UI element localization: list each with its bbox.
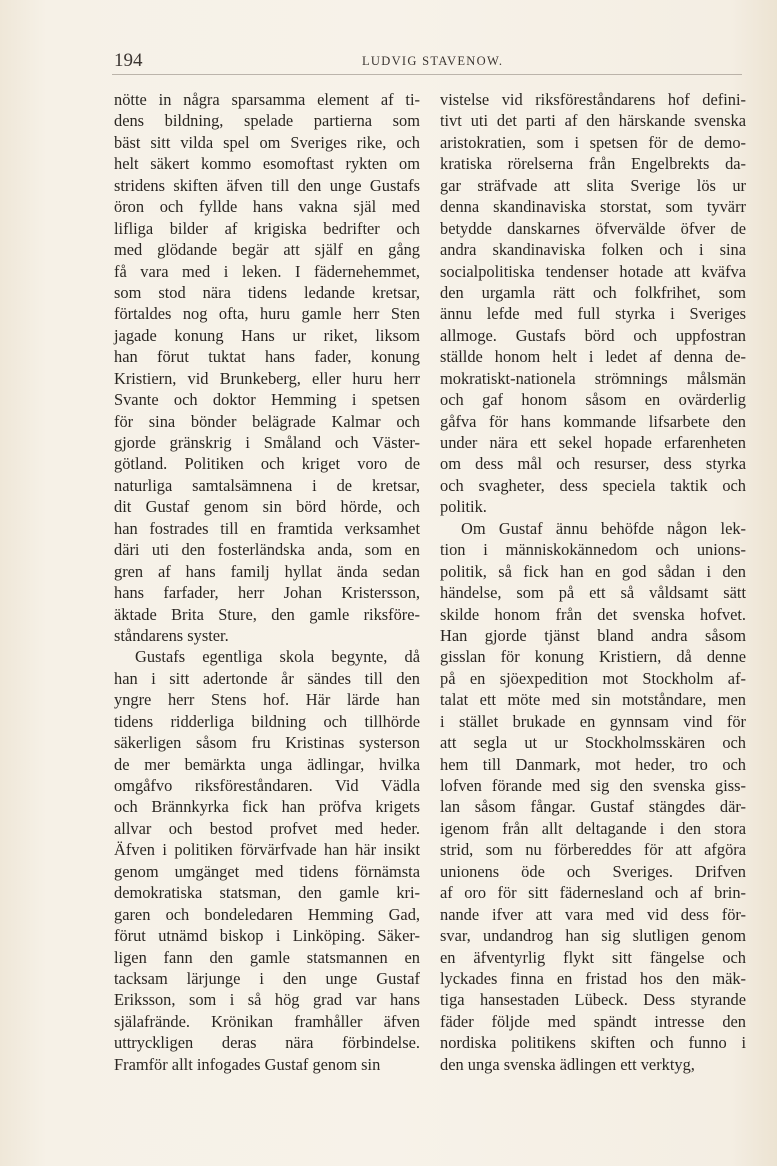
text-line: en äfventyrlig flykt sitt fängelse och	[440, 947, 746, 967]
text-line: däri uti den fosterländska anda, som en	[114, 540, 420, 560]
text-line: gåfva för hans kommande lifsarbete den	[440, 411, 746, 431]
text-line: gar sträfvade att slita Sverige lös ur	[440, 175, 746, 195]
text-line: Om Gustaf ännu behöfde någon lek-	[461, 518, 746, 538]
text-line: politik.	[440, 497, 487, 517]
text-line: förtaldes nog ofta, huru gamle herr Sten	[114, 304, 420, 324]
text-line: helt säkert kommo esomoftast rykten om	[114, 154, 420, 174]
text-line: lan såsom fångar. Gustaf stängdes där-	[440, 797, 746, 817]
text-line: ställde honom helt i ledet af denna de-	[440, 347, 746, 367]
text-line: äktade Brita Sture, den gamle riksföre-	[114, 604, 420, 624]
text-line: ståndarens syster.	[114, 625, 229, 645]
text-line: nande ifver att vara med vid dess för-	[440, 904, 746, 924]
text-line: hans farfader, herr Johan Kristersson,	[114, 583, 420, 603]
text-line: händelse, som på ett så våldsamt sätt	[440, 583, 746, 603]
text-line: lifliga bilder af krigiska bedrifter och	[114, 218, 420, 238]
text-line: nötte in några sparsamma element af ti-	[114, 90, 420, 109]
text-line: för sina bönder belägrade Kalmar och	[114, 411, 420, 431]
text-line: lyckades finna en fristad hos den mäk-	[440, 968, 746, 988]
text-line: socialpolitiska tendenser hotade att kväfva	[440, 261, 746, 281]
text-line: naturliga samtalsämnena i de kretsar,	[114, 475, 420, 495]
text-line: svar, undandrog han sig slutligen genom	[440, 926, 746, 946]
text-line: gren af hans familj hyllat ända sedan	[114, 561, 420, 581]
text-line: jagade konung Hans ur riket, liksom	[114, 325, 420, 345]
text-line: tion i människokännedom och unions-	[440, 540, 746, 560]
text-line: han förut tuktat hans fader, konung	[114, 347, 420, 367]
text-line: och svagheter, dess speciela taktik och	[440, 475, 746, 495]
right-text-column	[440, 89, 746, 1075]
text-line: bäst sitt vilda spel om Sveriges rike, och	[114, 132, 420, 152]
text-line: igenom från allt deltagande i den stora	[440, 818, 746, 838]
text-line: som stod nära tidens ledande kretsar,	[114, 282, 420, 302]
text-line: af oro för sitt fädernesland och af brin-	[440, 883, 746, 903]
text-line: aristokratien, som i spetsen för de demo-	[440, 132, 746, 152]
text-line: götland. Politiken och kriget voro de	[114, 454, 420, 474]
text-line: dens bildning, spelade partierna som	[114, 111, 420, 131]
text-line: tiga hansestaden Lübeck. Dess styrande	[440, 990, 746, 1010]
text-line: Äfven i politiken förvärfvade han här insikt	[114, 840, 420, 860]
text-line: i stället brukade en gynnsam vind för	[440, 711, 746, 731]
text-line: lofven förande med sig den svenska giss-	[440, 776, 746, 795]
text-line: yngre herr Stens hof. Här lärde han	[114, 690, 420, 710]
text-line: tivt uti det parti af den härskande svenska	[440, 111, 746, 131]
text-line: stridens skiften äfven till den unge Gustafs	[114, 175, 420, 195]
text-line: Gustafs egentliga skola begynte, då	[135, 647, 420, 667]
text-line: skilde honom från det svenska hofvet.	[440, 604, 746, 624]
text-line: tacksam lärjunge i den unge Gustaf	[114, 968, 420, 988]
text-line: allmoge. Gustafs börd och uppfostran	[440, 325, 746, 345]
text-line: vistelse vid riksföreståndarens hof defini-	[440, 90, 746, 109]
text-line: förut utnämd biskop i Linköping. Säker-	[114, 926, 420, 946]
text-line: själafrände. Krönikan framhåller äfven	[114, 1011, 420, 1031]
text-line: hem till Danmark, mot heder, tro och	[440, 754, 746, 774]
text-line: få vara med i leken. I fädernehemmet,	[114, 261, 420, 281]
text-line: fäder följde med spändt intresse den	[440, 1011, 746, 1031]
text-line: talat ett möte med sin motståndare, men	[440, 690, 746, 710]
text-line: betydde danskarnes öfvervälde öfver de	[440, 218, 746, 238]
header-rule	[112, 74, 742, 75]
text-line: strid, som nu förbereddes för att afgöra	[440, 840, 746, 860]
text-line: allvar och bestod profvet med heder.	[114, 818, 420, 838]
text-line: den unga svenska ädlingen ett verktyg,	[440, 1054, 695, 1074]
text-line: tidens ridderliga bildning och tillhörde	[114, 711, 420, 731]
text-line: gjorde gränskrig i Småland och Väster-	[114, 433, 420, 452]
text-line: den urgamla rätt och folkfrihet, som	[440, 282, 746, 302]
text-line: Kristiern, vid Brunkeberg, eller huru herr	[114, 368, 420, 388]
text-line: politik, så fick han en god sådan i den	[440, 561, 746, 581]
text-line: garen och bondeledaren Hemming Gad,	[114, 904, 420, 924]
text-line: under nära ett sekel hopade erfarenheten	[440, 433, 746, 452]
text-line: Svante och doktor Hemming i spetsen	[114, 390, 420, 410]
page-number: 194	[114, 50, 143, 71]
text-line: att segla ut ur Stockholmsskären och	[440, 733, 746, 753]
text-line: genom umgänget med tidens förnämsta	[114, 861, 420, 881]
text-line: säkerligen såsom fru Kristinas systerson	[114, 733, 420, 753]
text-line: om dess mål och resurser, dess styrka	[440, 454, 746, 474]
text-line: demokratiska statsman, den gamle kri-	[114, 883, 420, 903]
text-line: de mer bemärkta unga ädlingar, hvilka	[114, 754, 420, 774]
text-line: denna skandinaviska storstat, som tyvärr	[440, 197, 746, 217]
text-line: unionens öde och Sveriges. Drifven	[440, 861, 746, 881]
text-line: med glödande begär att själf en gång	[114, 240, 420, 260]
page-header	[112, 50, 742, 76]
text-line: Framför allt infogades Gustaf genom sin	[114, 1054, 381, 1074]
text-line: uttryckligen deras nära förbindelse.	[114, 1033, 420, 1053]
left-text-column	[114, 89, 420, 1075]
text-line: han fostrades till en framtida verksamhet	[114, 518, 420, 538]
text-line: gisslan för konung Kristiern, då denne	[440, 647, 746, 667]
text-line: på en sjöexpedition mot Stockholm af-	[440, 668, 746, 688]
text-line: och gaf honom såsom en ovärderlig	[440, 390, 746, 410]
text-line: omgåfvo riksföreståndaren. Vid Vädla	[114, 776, 420, 795]
text-line: han i sitt adertonde år sändes till den	[114, 668, 420, 688]
text-line: Eriksson, som i så hög grad var hans	[114, 990, 420, 1010]
text-line: kratiska rörelserna från Engelbrekts da-	[440, 154, 746, 174]
text-line: ligen fann den gamle statsmannen en	[114, 947, 420, 967]
running-head: LUDVIG STAVENOW.	[362, 54, 504, 68]
text-line: öron och fyllde hans vakna själ med	[114, 197, 420, 217]
text-line: nordiska politikens skiften och funno i	[440, 1033, 746, 1053]
text-line: mokratiskt-nationela strömnings målsmän	[440, 368, 746, 388]
text-line: och Brännkyrka fick han pröfva krigets	[114, 797, 420, 817]
text-line: ännu lefde med full styrka i Sveriges	[440, 304, 746, 324]
text-line: dit Gustaf genom sin börd hörde, och	[114, 497, 420, 517]
text-line: andra skandinaviska folken och i sina	[440, 240, 746, 260]
text-line: Han gjorde tjänst bland andra såsom	[440, 625, 746, 645]
